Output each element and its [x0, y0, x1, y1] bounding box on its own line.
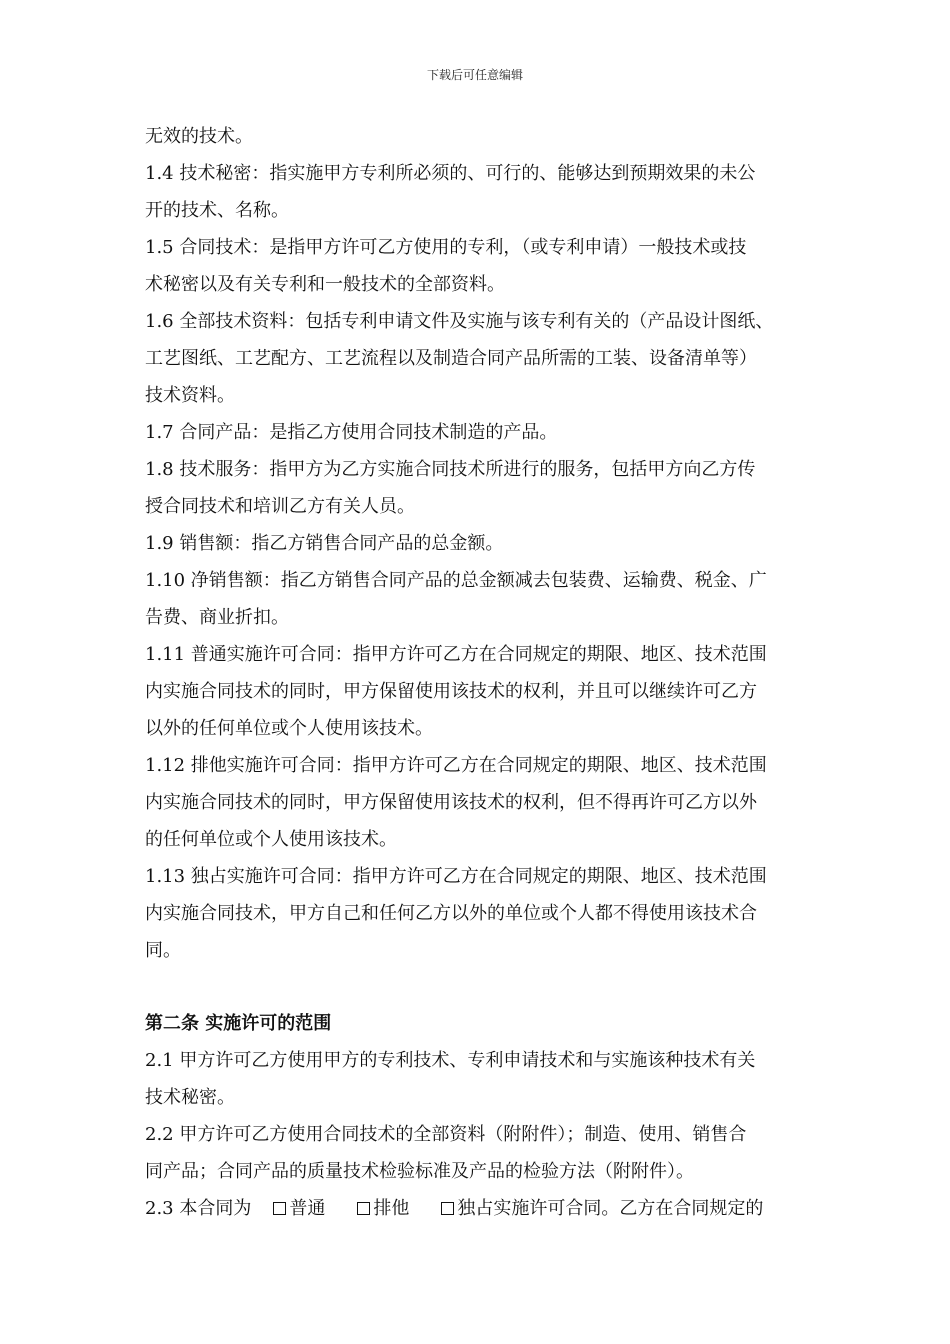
text-line: 授合同技术和培训乙方有关人员。: [145, 496, 415, 517]
text-line: 以外的任何单位或个人使用该技术。: [145, 718, 433, 739]
document-body: [145, 118, 825, 1227]
section-title: 第二条 实施许可的范围: [145, 1013, 332, 1034]
text-line: 内实施合同技术，甲方自己和任何乙方以外的单位或个人都不得使用该技术合: [145, 903, 757, 924]
text-line: 同。: [145, 940, 181, 961]
text-line: 1.7 合同产品：是指乙方使用合同技术制造的产品。: [145, 422, 558, 443]
text-line: 1.11 普通实施许可合同：指甲方许可乙方在合同规定的期限、地区、技术范围: [145, 644, 767, 665]
section-gap: [145, 969, 825, 1005]
text-line: 1.10 净销售额：指乙方销售合同产品的总金额减去包装费、运输费、税金、广: [145, 570, 767, 591]
license-type-prefix: 2.3 本合同为: [145, 1198, 252, 1219]
text-line: 技术资料。: [145, 385, 235, 406]
text-line: 2.2 甲方许可乙方使用合同技术的全部资料（附附件）；制造、使用、销售合: [145, 1124, 747, 1145]
checkbox-ordinary[interactable]: [273, 1202, 286, 1215]
page-header-note: 下载后可任意编辑: [426, 68, 523, 82]
checkbox-sole-label: 独占实施许可合同。乙方在合同规定的: [457, 1198, 764, 1219]
checkbox-exclusive-label: 排他: [373, 1198, 410, 1219]
text-line: 1.5 合同技术：是指甲方许可乙方使用的专利，（或专利申请）一般技术或技: [145, 237, 747, 258]
text-line: 1.4 技术秘密：指实施甲方专利所必须的、可行的、能够达到预期效果的未公: [145, 163, 756, 184]
checkbox-exclusive[interactable]: [357, 1202, 370, 1215]
text-line: 内实施合同技术的同时，甲方保留使用该技术的权利，并且可以继续许可乙方: [145, 681, 757, 702]
text-line: 2.1 甲方许可乙方使用甲方的专利技术、专利申请技术和与实施该种技术有关: [145, 1050, 756, 1071]
text-line: 1.9 销售额：指乙方销售合同产品的总金额。: [145, 533, 504, 554]
text-line: 术秘密以及有关专利和一般技术的全部资料。: [145, 274, 505, 295]
checkbox-sole[interactable]: [441, 1202, 454, 1215]
text-line: 1.12 排他实施许可合同：指甲方许可乙方在合同规定的期限、地区、技术范围: [145, 755, 767, 776]
text-line: 内实施合同技术的同时，甲方保留使用该技术的权利，但不得再许可乙方以外: [145, 792, 757, 813]
text-line: 同产品；合同产品的质量技术检验标准及产品的检验方法（附附件）。: [145, 1161, 694, 1182]
checkbox-ordinary-label: 普通: [289, 1198, 326, 1219]
text-line: 1.8 技术服务：指甲方为乙方实施合同技术所进行的服务，包括甲方向乙方传: [145, 459, 756, 480]
text-line: 开的技术、名称。: [145, 200, 289, 221]
text-line: 告费、商业折扣。: [145, 607, 289, 628]
text-line: 的任何单位或个人使用该技术。: [145, 829, 397, 850]
text-line: 技术秘密。: [145, 1087, 235, 1108]
text-line: 无效的技术。: [145, 126, 253, 147]
text-line: 1.13 独占实施许可合同：指甲方许可乙方在合同规定的期限、地区、技术范围: [145, 866, 767, 887]
license-type-line: [145, 1190, 825, 1227]
text-line: 工艺图纸、工艺配方、工艺流程以及制造合同产品所需的工装、设备清单等）: [145, 348, 757, 369]
text-line: 1.6 全部技术资料：包括专利申请文件及实施与该专利有关的（产品设计图纸、: [145, 311, 774, 332]
